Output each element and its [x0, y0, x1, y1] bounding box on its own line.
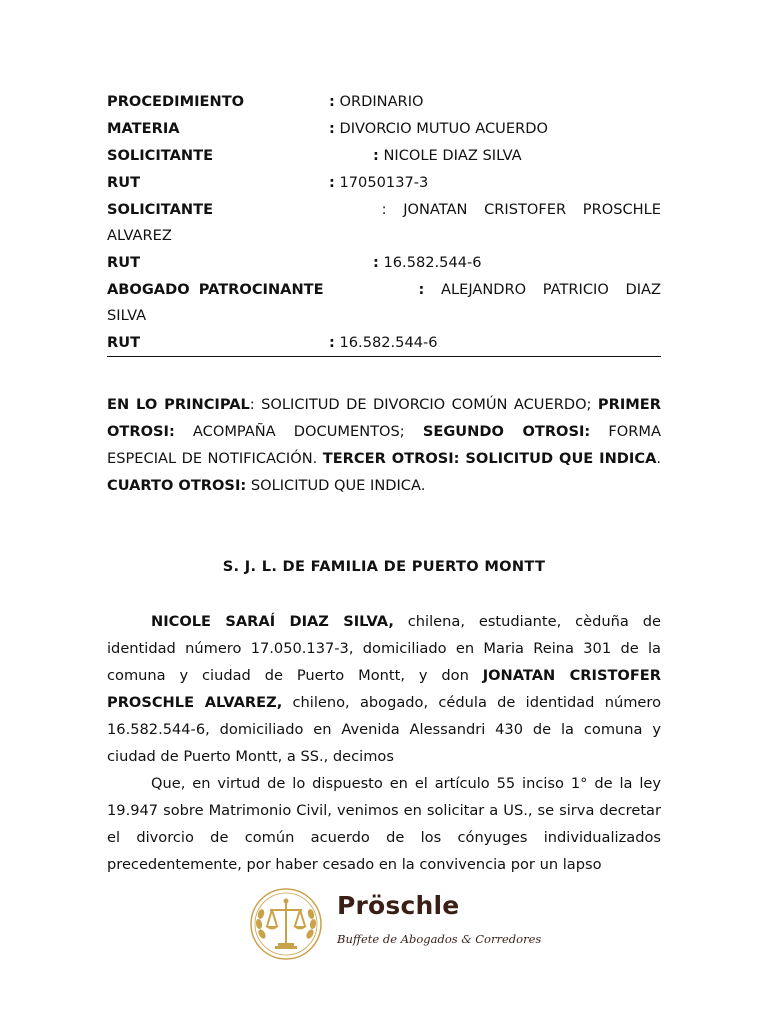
firm-name: Pröschle	[337, 891, 460, 920]
firm-tagline: Buffete de Abogados & Corredores	[337, 932, 542, 946]
document-page	[107, 88, 661, 878]
header-row-rut-3: RUT : 16.582.544-6	[107, 329, 661, 357]
summary-paragraph: EN LO PRINCIPAL: SOLICITUD DE DIVORCIO COMÚN ACUERDO; PRIMER OTROSI: ACOMPAÑA DOCUMENTOS; SEGUNDO OTROSI: FORMA ESPECIAL DE NOTIFICACIÓN. TERCER OTROSI: SOLICITUD QUE INDICA. CUARTO OTROSI: SOLICITUD QUE INDICA.	[107, 396, 661, 494]
scales-of-justice-icon	[248, 886, 328, 966]
header-row-procedimiento: PROCEDIMIENTO : ORDINARIO	[107, 93, 424, 110]
header-row-continuation-alvarez: ALVAREZ	[107, 227, 172, 244]
body-paragraph-request: Que, en virtud de lo dispuesto en el artículo 55 inciso 1° de la ley 19.947 sobre Matrimonio Civil, venimos en solicitar a US., se sirva decretar el divorcio de común acuerdo de los cónyuges individualizados precedentemente, por haber cesado en la convivencia por un lapso	[107, 775, 661, 873]
header-row-materia: MATERIA : DIVORCIO MUTUO ACUERDO	[107, 120, 548, 137]
case-header	[107, 88, 661, 357]
header-row-solicitante-1: SOLICITANTE : NICOLE DIAZ SILVA	[107, 147, 522, 164]
body-paragraph-parties: NICOLE SARAÍ DIAZ SILVA, chilena, estudiante, cèduña de identidad número 17.050.137-3, domiciliado en Maria Reina 301 de la comuna y ciudad de Puerto Montt, y don JONATAN CRISTOFER PROSCHLE ALVAREZ, chileno, abogado, cédula de identidad número 16.582.544-6, domiciliado en Avenida Alessandri 430 de la comuna y ciudad de Puerto Montt, a SS., decimos	[107, 613, 661, 765]
court-heading: S. J. L. DE FAMILIA DE PUERTO MONTT	[222, 558, 546, 575]
header-row-continuation-silva: SILVA	[107, 307, 147, 324]
firm-logo	[248, 886, 542, 966]
header-row-solicitante-2: SOLICITANTE : JONATAN CRISTOFER PROSCHLE	[107, 201, 661, 218]
header-row-rut-1: RUT : 17050137-3	[107, 174, 429, 191]
header-row-rut-2: RUT : 16.582.544-6	[107, 254, 482, 271]
header-row-abogado: ABOGADO PATROCINANTE : ALEJANDRO PATRICIO DIAZ	[107, 281, 661, 298]
document-body	[107, 608, 661, 878]
